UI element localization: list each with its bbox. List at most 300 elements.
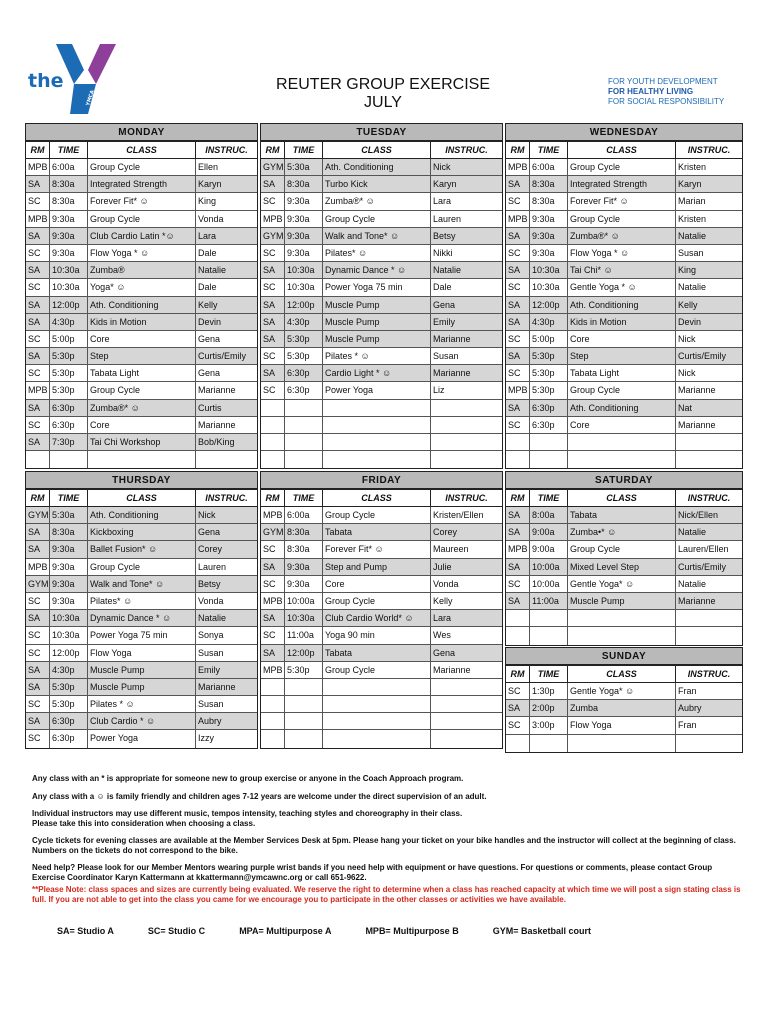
note-cycle-tickets: Cycle tickets for evening classes are available at the Member Services Desk at 5pm. Please hang your ticket on your bike handles and the instructor will collect at the beginning of class. Numbers on the tickets do not correspond to the bike. (32, 836, 736, 855)
class-cell: Flow Yoga * ☺ (568, 245, 676, 261)
room-cell: SC (26, 645, 50, 661)
instructor-cell: Bob/King (198, 437, 235, 447)
time-cell: 9:30a (530, 211, 568, 227)
class-cell: Group Cycle (323, 662, 431, 678)
col-header-instructor: INSTRUC. (687, 669, 731, 679)
room-legend (57, 926, 625, 936)
class-cell: Pilates * ☺ (88, 696, 196, 712)
column-headers (261, 142, 502, 159)
legend-mpa: MPA= Multipurpose A (239, 926, 332, 936)
table-row (506, 417, 742, 434)
table-row (26, 730, 257, 747)
day-table-thursday (25, 471, 258, 749)
class-cell: Zumba®* ☺ (323, 193, 431, 209)
time-cell (285, 417, 323, 433)
class-cell: Flow Yoga (88, 645, 196, 661)
instructor-cell: Julie (433, 561, 452, 572)
room-cell (261, 696, 285, 712)
instructor-cell: Gena (433, 299, 456, 310)
time-cell (530, 610, 568, 626)
room-cell: SA (26, 400, 50, 416)
class-cell: Zumba®* ☺ (568, 228, 676, 244)
instructor-cell: Susan (198, 647, 224, 658)
table-row (506, 700, 742, 717)
room-cell: SC (261, 193, 285, 209)
class-cell: Group Cycle (568, 382, 676, 398)
time-cell: 9:30a (285, 559, 323, 575)
time-cell: 6:00a (285, 507, 323, 523)
time-cell (530, 735, 568, 752)
title-line-2: JULY (364, 94, 402, 111)
class-cell: Forever Fit* ☺ (88, 193, 196, 209)
col-header-instructor: INSTRUC. (205, 493, 248, 503)
room-cell: SA (26, 524, 50, 540)
column-headers (506, 666, 742, 683)
instructor-cell: Nick (433, 162, 451, 172)
room-cell (506, 735, 530, 752)
room-cell: SC (261, 541, 285, 557)
instructor-cell: Corey (433, 527, 458, 538)
time-cell: 9:30a (530, 245, 568, 261)
time-cell: 5:30p (530, 348, 568, 364)
instructor-cell (431, 713, 502, 729)
room-cell (506, 451, 530, 468)
time-cell: 10:30a (50, 610, 88, 626)
table-row (26, 176, 257, 193)
instructor-cell: Devin (198, 316, 222, 327)
legend-gym: GYM= Basketball court (492, 926, 591, 936)
room-cell: MPB (26, 211, 50, 227)
class-cell: Club Cardio World* ☺ (323, 610, 431, 626)
instructor-cell: Dale (198, 247, 217, 258)
time-cell: 12:00p (285, 645, 323, 661)
room-cell: SA (506, 176, 530, 192)
class-cell: Tabata (323, 524, 431, 540)
class-cell: Walk and Tone* ☺ (323, 228, 431, 244)
logo-the-text: the (28, 70, 64, 92)
table-row (26, 713, 257, 730)
room-cell: MPB (506, 159, 530, 175)
table-row (506, 507, 742, 524)
time-cell: 9:30a (285, 245, 323, 261)
class-cell: Core (323, 576, 431, 592)
col-header-class: CLASS (323, 490, 431, 506)
table-row (506, 593, 742, 610)
time-cell: 10:30a (530, 279, 568, 295)
table-row (261, 228, 502, 245)
room-cell: MPB (261, 211, 285, 227)
class-cell: Core (88, 331, 196, 347)
class-cell (568, 627, 676, 644)
room-cell: SA (261, 262, 285, 278)
table-row (26, 576, 257, 593)
table-row (506, 627, 742, 644)
time-cell: 8:30a (50, 524, 88, 540)
room-cell: MPB (506, 211, 530, 227)
class-cell: Step (88, 348, 196, 364)
room-cell: SA (261, 610, 285, 626)
room-cell: SC (506, 417, 530, 433)
class-cell: Ath. Conditioning (88, 297, 196, 313)
class-cell: Muscle Pump (88, 662, 196, 678)
day-table-monday (25, 123, 258, 469)
class-cell: Mixed Level Step (568, 559, 676, 575)
instructor-cell (431, 696, 502, 712)
instructor-cell: Corey (198, 544, 223, 555)
table-row (506, 348, 742, 365)
class-cell: Dynamic Dance * ☺ (323, 262, 431, 278)
class-cell: Tabata Light (88, 365, 196, 381)
instructor-cell (676, 735, 742, 752)
tagline-3: FOR SOCIAL RESPONSIBILITY (608, 97, 725, 106)
class-cell (323, 679, 431, 695)
time-cell: 6:00a (530, 159, 568, 175)
table-row (261, 662, 502, 679)
class-cell: Group Cycle (568, 211, 676, 227)
room-cell: MPB (506, 382, 530, 398)
table-row (26, 245, 257, 262)
instructor-cell: Dale (198, 282, 217, 293)
time-cell: 5:30a (285, 159, 323, 175)
instructor-cell: Aubry (678, 703, 702, 714)
class-cell: Turbo Kick (323, 176, 431, 192)
instructor-cell (431, 400, 502, 416)
class-cell: Core (88, 417, 196, 433)
time-cell: 9:30a (50, 228, 88, 244)
instructor-cell: Kristen/Ellen (433, 510, 484, 520)
tagline-1: FOR YOUTH DEVELOPMENT (608, 77, 718, 86)
room-cell: SC (506, 331, 530, 347)
time-cell: 12:00p (50, 645, 88, 661)
instructor-cell: Kelly (678, 299, 698, 310)
room-cell: SA (261, 559, 285, 575)
room-cell: SA (26, 713, 50, 729)
table-row (261, 524, 502, 541)
table-row (26, 434, 257, 451)
class-cell: Muscle Pump (88, 679, 196, 695)
class-cell: Flow Yoga * ☺ (88, 245, 196, 261)
room-cell: SA (506, 314, 530, 330)
room-cell: SC (26, 193, 50, 209)
class-cell: Tabata Light (568, 365, 676, 381)
class-cell: Ath. Conditioning (568, 400, 676, 416)
table-row (506, 610, 742, 627)
room-cell: SC (261, 576, 285, 592)
day-table-friday (260, 471, 503, 749)
col-header-rm: RM (26, 142, 50, 158)
instructor-cell: Curtis (198, 402, 222, 413)
table-row (26, 662, 257, 679)
table-row (261, 245, 502, 262)
class-cell: Muscle Pump (568, 593, 676, 609)
table-row (261, 262, 502, 279)
instructor-cell: Lara (198, 230, 217, 241)
instructor-cell (676, 627, 742, 644)
instructor-cell: Lara (433, 613, 452, 624)
class-cell: Power Yoga 75 min (88, 627, 196, 643)
room-cell: SC (26, 279, 50, 295)
time-cell: 9:30a (50, 245, 88, 261)
time-cell (50, 451, 88, 468)
class-cell: Group Cycle (88, 382, 196, 398)
table-row (26, 297, 257, 314)
class-cell: Pilates* ☺ (323, 245, 431, 261)
room-cell (506, 434, 530, 450)
class-cell: Tabata (568, 507, 676, 523)
room-cell: MPB (261, 662, 285, 678)
instructor-cell: Nick (678, 333, 696, 344)
table-row (506, 683, 742, 700)
class-cell: Group Cycle (88, 559, 196, 575)
time-cell: 10:00a (285, 593, 323, 609)
col-header-class: CLASS (88, 142, 196, 158)
instructor-cell (431, 434, 502, 450)
class-cell: Club Cardio * ☺ (88, 713, 196, 729)
room-cell (261, 434, 285, 450)
time-cell (285, 679, 323, 695)
table-row (26, 696, 257, 713)
time-cell: 2:00p (530, 700, 568, 716)
class-cell: Step (568, 348, 676, 364)
col-header-instructor: INSTRUC. (687, 145, 731, 155)
table-row (506, 365, 742, 382)
room-cell: SC (506, 279, 530, 295)
room-cell: SC (26, 593, 50, 609)
class-cell (323, 417, 431, 433)
class-cell: Tabata (323, 645, 431, 661)
time-cell: 9:30a (50, 211, 88, 227)
table-row (26, 610, 257, 627)
time-cell (285, 434, 323, 450)
table-row (506, 176, 742, 193)
class-cell: Muscle Pump (323, 331, 431, 347)
instructor-cell (431, 730, 502, 747)
logo-ymca-sub: YMCA (85, 89, 96, 107)
class-cell (323, 696, 431, 712)
instructor-cell (431, 679, 502, 695)
table-row (506, 400, 742, 417)
time-cell: 11:00a (285, 627, 323, 643)
table-row (26, 262, 257, 279)
time-cell: 9:00a (530, 541, 568, 557)
table-row (26, 679, 257, 696)
class-cell (323, 451, 431, 468)
time-cell: 6:00a (50, 159, 88, 175)
table-row (261, 211, 502, 228)
instructor-cell: Marianne (678, 419, 716, 430)
room-cell: SA (506, 593, 530, 609)
time-cell: 6:30p (50, 730, 88, 747)
time-cell (530, 451, 568, 468)
time-cell: 10:30a (530, 262, 568, 278)
table-row (506, 524, 742, 541)
table-row (261, 696, 502, 713)
room-cell: SC (506, 683, 530, 699)
table-row (261, 434, 502, 451)
col-header-rm: RM (506, 142, 530, 158)
time-cell: 9:30a (50, 541, 88, 557)
day-name-saturday: SATURDAY (506, 472, 742, 490)
column-headers (26, 142, 257, 159)
table-row (506, 559, 742, 576)
instructor-cell: Vonda (433, 578, 459, 589)
note-instructors-line2: Please take this into consideration when choosing a class. (32, 818, 256, 828)
room-cell: SA (261, 645, 285, 661)
instructor-cell: Susan (678, 247, 704, 258)
class-cell (568, 610, 676, 626)
table-row (261, 507, 502, 524)
instructor-cell: Marianne (433, 368, 471, 379)
time-cell: 12:00p (285, 297, 323, 313)
time-cell: 9:30a (530, 228, 568, 244)
col-header-rm: RM (506, 490, 530, 506)
col-header-rm: RM (506, 666, 530, 682)
class-cell: Yoga 90 min (323, 627, 431, 643)
time-cell: 10:00a (530, 559, 568, 575)
instructor-cell (431, 451, 502, 468)
note-asterisk: Any class with an * is appropriate for someone new to group exercise or anyone in the Coach Approach program. (32, 774, 464, 783)
class-cell: Power Yoga (323, 382, 431, 398)
class-cell: Step and Pump (323, 559, 431, 575)
time-cell: 6:30p (50, 713, 88, 729)
table-row (261, 713, 502, 730)
instructor-cell: King (678, 265, 697, 276)
instructor-cell (676, 451, 742, 468)
class-cell: Ath. Conditioning (568, 297, 676, 313)
class-cell: Group Cycle (568, 541, 676, 557)
time-cell: 6:30p (50, 417, 88, 433)
col-header-instructor: INSTRUC. (205, 145, 248, 155)
instructor-cell (431, 417, 502, 433)
room-cell: SA (261, 365, 285, 381)
table-row (26, 211, 257, 228)
table-row (506, 451, 742, 468)
room-cell (261, 451, 285, 468)
table-row (26, 314, 257, 331)
note-family: Any class with a ☺ is family friendly and children ages 7-12 years are welcome under the direct supervision of an adult. (32, 791, 487, 801)
time-cell (285, 713, 323, 729)
time-cell: 9:30a (285, 576, 323, 592)
table-row (26, 382, 257, 399)
room-cell (261, 679, 285, 695)
class-cell: Cardio Light * ☺ (323, 365, 431, 381)
instructor-cell: Karyn (198, 179, 222, 190)
instructor-cell: Marianne (678, 595, 716, 606)
class-cell: Pilates* ☺ (88, 593, 196, 609)
instructor-cell: Fran (678, 720, 697, 731)
room-cell (261, 730, 285, 747)
time-cell: 1:30p (530, 683, 568, 699)
day-table-wednesday (505, 123, 743, 469)
room-cell: SA (506, 559, 530, 575)
time-cell: 6:30p (285, 365, 323, 381)
note-instructors-line1: Individual instructors may use different music, tempos intensity, teaching styles and choreography in their class. (32, 809, 463, 818)
class-cell (568, 451, 676, 468)
time-cell: 9:30a (285, 228, 323, 244)
instructor-cell: Natalie (198, 265, 227, 276)
instructor-cell: Nikki (433, 247, 453, 258)
instructor-cell: Emily (433, 316, 455, 327)
class-cell: Forever Fit* ☺ (323, 541, 431, 557)
instructor-cell: Lauren (433, 213, 462, 224)
class-cell: Pilates * ☺ (323, 348, 431, 364)
day-name-tuesday: TUESDAY (261, 124, 502, 142)
instructor-cell: Sonya (198, 630, 224, 641)
day-table-sunday (505, 647, 743, 753)
table-row (26, 451, 257, 468)
instructor-cell: Dale (433, 282, 452, 293)
class-cell: Group Cycle (568, 159, 676, 175)
table-row (261, 297, 502, 314)
room-cell: GYM (26, 576, 50, 592)
table-row (506, 297, 742, 314)
table-row (261, 559, 502, 576)
class-cell (323, 400, 431, 416)
table-row (261, 279, 502, 296)
room-cell: SC (26, 417, 50, 433)
time-cell: 6:30p (285, 382, 323, 398)
column-headers (26, 490, 257, 507)
room-cell: GYM (261, 228, 285, 244)
room-cell: SC (26, 365, 50, 381)
table-row (506, 735, 742, 752)
time-cell: 5:30p (285, 662, 323, 678)
table-row (26, 400, 257, 417)
col-header-rm: RM (261, 490, 285, 506)
instructor-cell: Gena (198, 527, 221, 538)
note-instructors (32, 809, 742, 828)
instructor-cell: Marianne (678, 385, 716, 396)
room-cell: SC (506, 245, 530, 261)
col-header-time: TIME (285, 142, 323, 158)
time-cell: 8:00a (530, 507, 568, 523)
time-cell: 8:30a (285, 541, 323, 557)
time-cell: 5:30p (50, 679, 88, 695)
room-cell: SA (506, 700, 530, 716)
note-help: Need help? Please look for our Member Mentors wearing purple wrist bands if you need help with equipment or have questions. For questions or comments, please contact Group Exercise Coordinator Karyn Kattermann at kkattermann@ymcawnc.org or call 651-9622. (32, 863, 713, 882)
room-cell: SC (261, 245, 285, 261)
time-cell: 9:30a (50, 593, 88, 609)
room-cell: SA (26, 314, 50, 330)
table-row (26, 228, 257, 245)
room-cell: GYM (261, 159, 285, 175)
instructor-cell: Nick (678, 368, 696, 379)
room-cell: SA (261, 176, 285, 192)
instructor-cell: Lauren/Ellen (678, 544, 729, 555)
table-row (506, 193, 742, 210)
instructor-cell: King (198, 196, 217, 207)
class-cell: Zumba (568, 700, 676, 716)
room-cell: SA (506, 400, 530, 416)
day-name-wednesday: WEDNESDAY (506, 124, 742, 142)
instructor-cell: Maureen (433, 544, 469, 555)
col-header-instructor: INSTRUC. (445, 493, 488, 503)
class-cell: Group Cycle (88, 159, 196, 175)
page-title (230, 76, 536, 112)
day-name-thursday: THURSDAY (26, 472, 257, 490)
time-cell: 10:30a (50, 627, 88, 643)
instructor-cell: Marian (678, 196, 706, 207)
table-row (261, 331, 502, 348)
time-cell: 6:30p (50, 400, 88, 416)
class-cell: Zumba®* ☺ (88, 400, 196, 416)
room-cell: SA (26, 679, 50, 695)
room-cell: SA (26, 228, 50, 244)
day-table-saturday (505, 471, 743, 646)
legend-sc: SC= Studio C (147, 926, 206, 936)
col-header-rm: RM (26, 490, 50, 506)
time-cell: 4:30p (530, 314, 568, 330)
